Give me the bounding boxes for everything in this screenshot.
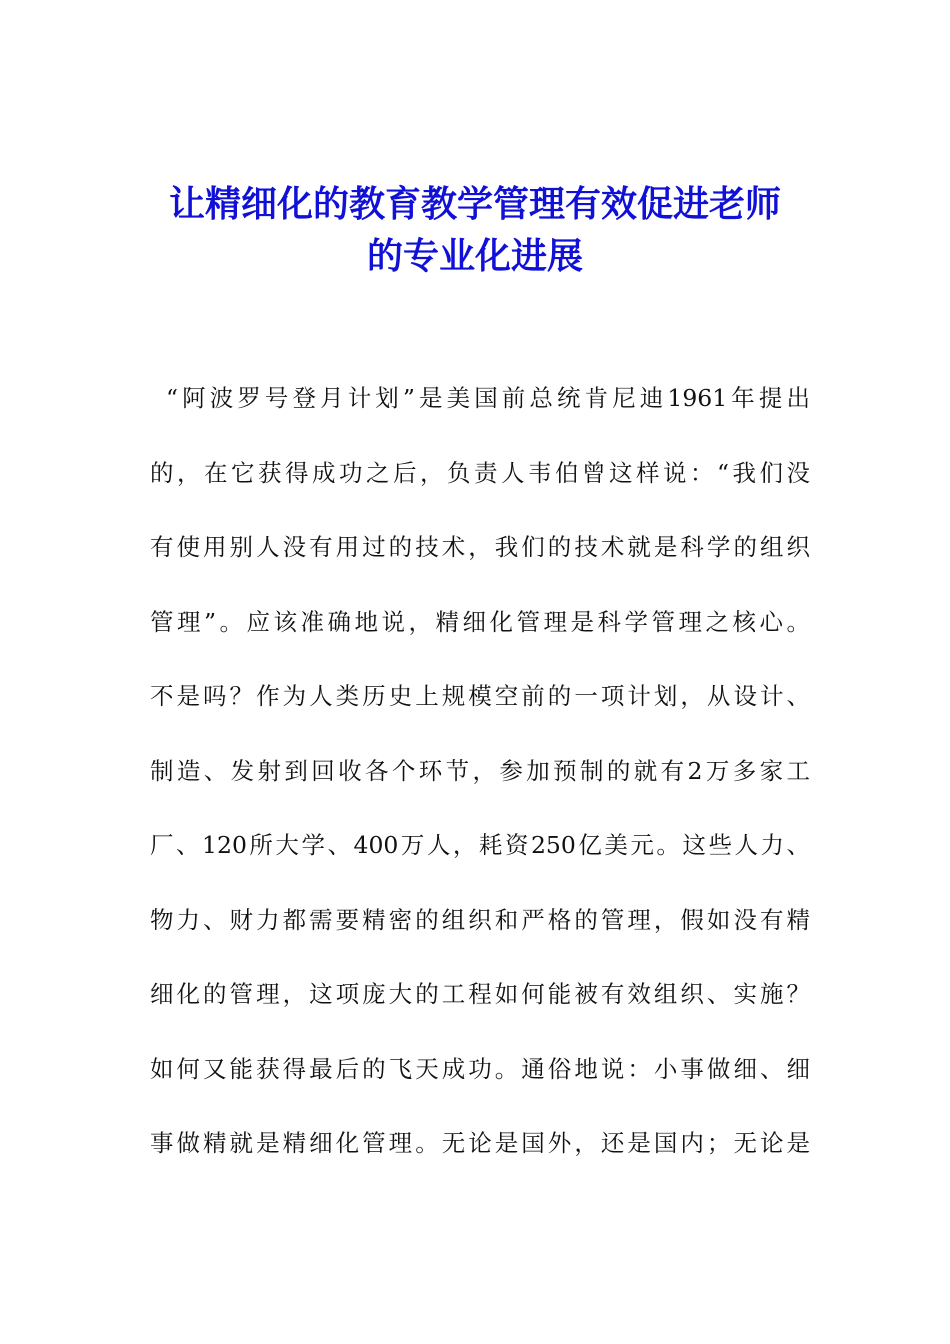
body-line-3: 有使用别人没有用过的技术，我们的技术就是科学的组织 [150,533,810,561]
body-text [150,374,810,1194]
title-line-2: 的专业化进展 [366,235,583,277]
body-line-1: “阿波罗号登月计划”是美国前总统肯尼迪1961年提出 [166,384,810,412]
body-line-9: 细化的管理，这项庞大的工程如何能被有效组织、实施？ [150,980,810,1008]
document-title [110,178,840,282]
body-line-5: 不是吗？作为人类历史上规模空前的一项计划，从设计、 [150,682,810,710]
body-line-10: 如何又能获得最后的飞天成功。通俗地说：小事做细、细 [150,1054,810,1083]
body-line-4: 管理”。应该准确地说，精细化管理是科学管理之核心。 [150,607,810,636]
body-line-6: 制造、发射到回收各个环节，参加预制的就有2万多家工 [150,756,810,785]
body-line-8: 物力、财力都需要精密的组织和严格的管理，假如没有精 [150,905,810,934]
body-line-7: 厂、120所大学、400万人，耗资250亿美元。这些人力、 [150,831,810,859]
body-line-2: 的，在它获得成功之后，负责人韦伯曾这样说：“我们没 [150,458,810,487]
title-line-1: 让精细化的教育教学管理有效促进老师 [168,183,781,225]
body-line-11: 事做精就是精细化管理。无论是国外，还是国内；无论是 [150,1129,810,1157]
